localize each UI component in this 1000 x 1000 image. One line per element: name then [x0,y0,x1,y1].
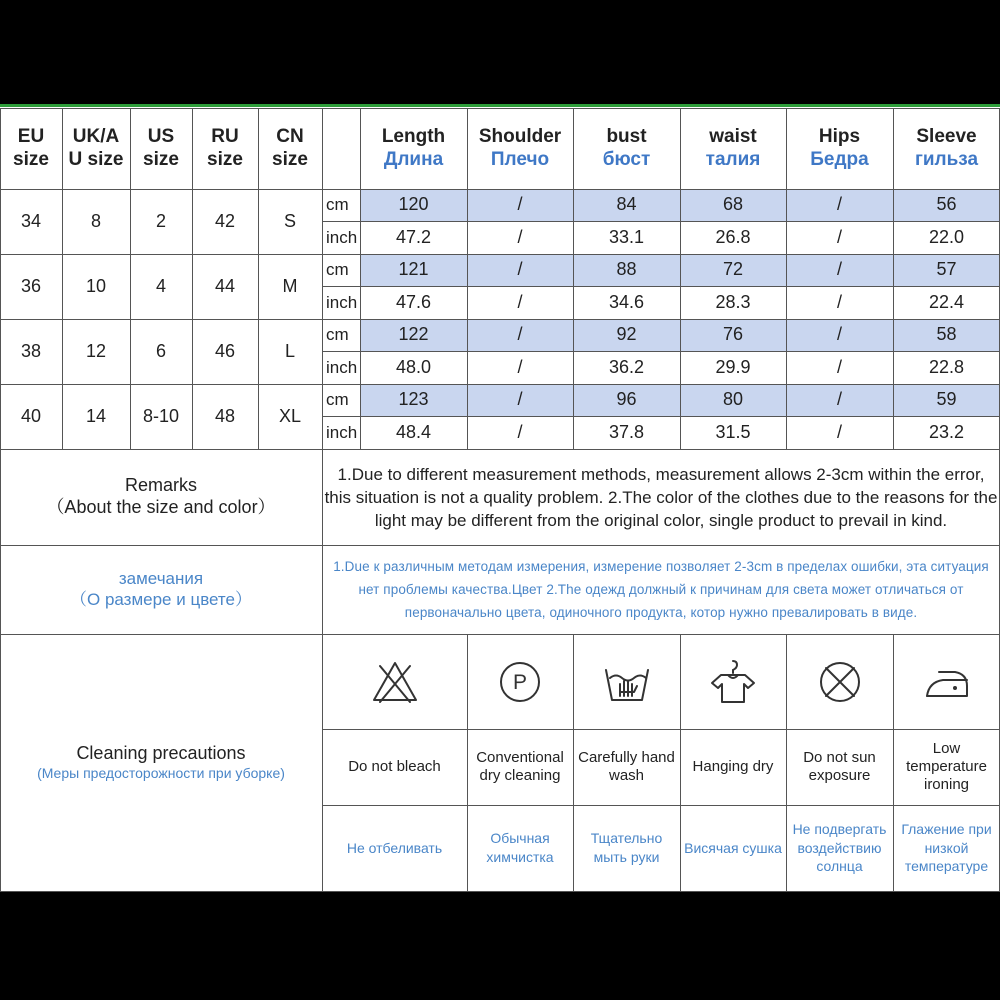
hand-wash-icon [573,634,680,729]
measure-header [467,108,573,189]
measure-cm-value: 58 [936,324,957,345]
size-us: 8-10 [142,405,180,426]
unit-inch: inch [326,227,358,247]
measure-header-en: bust [606,125,647,147]
size-ru: 46 [214,340,236,361]
no-sun-icon [786,634,893,729]
measure-header-ru: Бедра [810,148,869,170]
measure-cm-value: / [836,389,842,410]
measure-inch-value: / [517,226,523,247]
measure-inch-value: 31.5 [715,421,751,442]
grid-hline [322,286,1000,287]
size-eu: 36 [20,275,42,296]
unit-cm: cm [326,195,349,215]
measure-cm-value: 121 [398,259,429,280]
grid-vline [62,108,63,449]
measure-inch-value: 33.1 [608,226,645,247]
grid-vline [786,108,787,449]
measure-cm-value: 76 [722,324,744,345]
remarks-ru-text: 1.Due к различным методам измерения, измерение позволяет 2-3cm в пределах ошибки, эта ситуация нет проблемы качества.Цвет 2.The одежд должный к причинам для света может отличаться от первоначально цвета, одиночного продукта, котор нужно превалировать в виде. [333,559,989,620]
measure-header [680,108,786,189]
grid-hline [0,634,1000,635]
grid-hline [322,416,1000,417]
low-iron-icon [893,634,1000,729]
size-header-line1: US [147,125,175,147]
measure-cm-value: / [517,194,523,215]
measure-cm-value: 84 [616,194,637,215]
care-label-ru: Не подвергать воздействию солнца [792,820,887,875]
grid-vline [258,108,259,449]
remarks-ru-label [0,545,322,634]
size-ru: 44 [214,275,236,296]
size-header-line1: UK/A [72,125,120,147]
size-ru: 42 [214,210,236,231]
grid-hline [322,221,1000,222]
measure-cm-value: 123 [398,389,429,410]
size-header-line2: size [272,148,308,170]
grid-vline [130,108,131,449]
size-eu: 38 [20,340,42,361]
measure-header-ru: гильза [914,148,979,170]
hanging-dry-icon [680,634,786,729]
grid-hline [0,449,1000,450]
care-label-ru: Глажение при низкой температуре [901,820,992,875]
measure-cm-value: 92 [616,324,637,345]
care-label-ru: Тщательно мыть руки [590,830,663,865]
measure-header-ru: талия [705,148,761,170]
size-cn: L [284,340,295,361]
measure-header-ru: бюст [602,148,651,170]
measure-header-en: Length [381,125,446,147]
unit-cm: cm [326,325,349,345]
dry-clean-p-icon [467,634,573,729]
measure-header-ru: Плечо [490,148,550,170]
measure-header [573,108,680,189]
measure-inch-value: 48.0 [395,356,432,377]
care-label-en: Do not bleach [348,758,441,775]
measure-header [893,108,1000,189]
grid-vline [322,449,323,891]
measure-inch-value: 26.8 [715,226,751,247]
measure-cm-value: 88 [616,259,637,280]
grid-hline [0,189,1000,190]
measure-inch-value: 36.2 [608,356,645,377]
grid-vline [322,108,323,449]
measure-inch-value: / [836,356,842,377]
measure-cm-value: / [517,324,523,345]
measure-cm-value: 56 [936,194,957,215]
size-cn: S [283,210,296,231]
grid-vline [467,634,468,891]
measure-cm-value: / [836,194,842,215]
unit-inch: inch [326,422,358,442]
measure-cm-value: 59 [936,389,957,410]
care-label-ru: Висячая сушка [684,839,782,856]
measure-inch-value: 23.2 [928,421,965,442]
measure-header-en: Hips [818,125,861,147]
grid-hline [0,254,1000,255]
grid-vline [680,108,681,449]
size-header [130,108,192,189]
grid-vline [0,108,1,891]
grid-vline [573,108,574,449]
care-label-en: Conventional dry cleaning [476,749,564,784]
grid-vline [680,634,681,891]
measure-cm-value: 72 [722,259,744,280]
measure-inch-value: 28.3 [715,291,751,312]
size-header-line1: RU [211,125,239,147]
measure-cm-value: 68 [722,194,744,215]
size-us: 4 [155,275,166,296]
measure-cm-value: / [517,389,523,410]
cleaning-label-en: Cleaning precautions [76,743,246,764]
measure-inch-value: / [517,356,523,377]
measure-header-en: Sleeve [916,125,977,147]
size-cn: XL [278,405,302,426]
size-uk: 10 [85,275,107,296]
measure-header [786,108,893,189]
measure-cm-value: / [836,324,842,345]
grid-hline [322,351,1000,352]
size-eu: 34 [20,210,42,231]
grid-hline [0,384,1000,385]
grid-vline [786,634,787,891]
unit-cm: cm [326,260,349,280]
measure-inch-value: / [836,226,842,247]
measure-inch-value: 22.0 [928,226,965,247]
size-header-line1: CN [276,125,304,147]
grid-hline [0,108,1000,109]
size-uk: 12 [85,340,107,361]
grid-vline [893,108,894,449]
remarks-text: 1.Due to different measurement methods, measurement allows 2-3cm within the error, this situation is not a quality problem. 2.The color of the clothes due to the reasons for the light may be different from the original color, single product to prevail in kind. [324,464,998,530]
remarks-label [0,449,322,545]
measure-inch-value: / [517,291,523,312]
size-header [192,108,258,189]
measure-inch-value: 47.2 [395,226,432,247]
size-header-line2: size [143,148,179,170]
no-bleach-icon [322,634,467,729]
size-header-line2: U size [68,148,124,170]
grid-vline [467,108,468,449]
measure-inch-value: 22.8 [928,356,965,377]
measure-inch-value: / [836,291,842,312]
measure-inch-value: / [517,421,523,442]
measure-inch-value: 34.6 [608,291,645,312]
size-us: 6 [155,340,166,361]
remarks-ru-sublabel-text: （О размере и цвете） [70,589,252,609]
measure-inch-value: 48.4 [395,421,432,442]
care-label-ru: Обычная химчистка [486,830,554,865]
measure-header-en: waist [709,125,757,147]
size-header [0,108,62,189]
unit-cm: cm [326,390,349,410]
remarks-sublabel-text: （About the size and color） [46,497,276,517]
size-uk: 14 [85,405,107,426]
measure-cm-value: / [517,259,523,280]
grid-hline [0,545,1000,546]
care-label-en: Low temperature ironing [906,740,987,793]
grid-hline [322,729,1000,730]
size-header-line2: size [207,148,243,170]
measure-cm-value: 122 [398,324,429,345]
size-ru: 48 [214,405,236,426]
measure-inch-value: 22.4 [928,291,965,312]
care-label-ru: Не отбеливать [346,839,443,856]
grid-hline [322,805,1000,806]
care-label-en: Hanging dry [692,758,774,775]
measure-header-en: Shoulder [478,125,562,147]
measure-cm-value: 96 [616,389,637,410]
size-us: 2 [155,210,166,231]
grid-hline [0,319,1000,320]
size-header [62,108,130,189]
cleaning-label [0,634,322,891]
size-cn: M [282,275,298,296]
remarks-label-text: Remarks [124,475,197,496]
care-label-en: Do not sun exposure [803,749,876,784]
remarks-ru-label-text: замечания [118,569,204,589]
measure-header-ru: Длина [383,148,444,170]
size-header-line2: size [13,148,49,170]
unit-header-empty [322,108,360,189]
grid-vline [192,108,193,449]
size-eu: 40 [20,405,42,426]
measure-cm-value: / [836,259,842,280]
svg-text:P: P [512,670,528,694]
unit-inch: inch [326,292,358,312]
cleaning-label-ru: (Меры предосторожности при уборке) [37,764,285,781]
size-header [258,108,322,189]
measure-cm-value: 120 [398,194,429,215]
care-label-en: Carefully hand wash [578,749,675,784]
grid-vline [573,634,574,891]
unit-inch: inch [326,357,358,377]
grid-hline [0,891,1000,892]
measure-header [360,108,467,189]
grid-vline [360,108,361,449]
measure-cm-value: 57 [936,259,957,280]
measure-inch-value: 37.8 [608,421,645,442]
grid-vline [893,634,894,891]
measure-inch-value: 47.6 [395,291,432,312]
measure-inch-value: 29.9 [715,356,751,377]
size-uk: 8 [90,210,101,231]
measure-cm-value: 80 [722,389,744,410]
size-header-line1: EU [17,125,45,147]
measure-inch-value: / [836,421,842,442]
